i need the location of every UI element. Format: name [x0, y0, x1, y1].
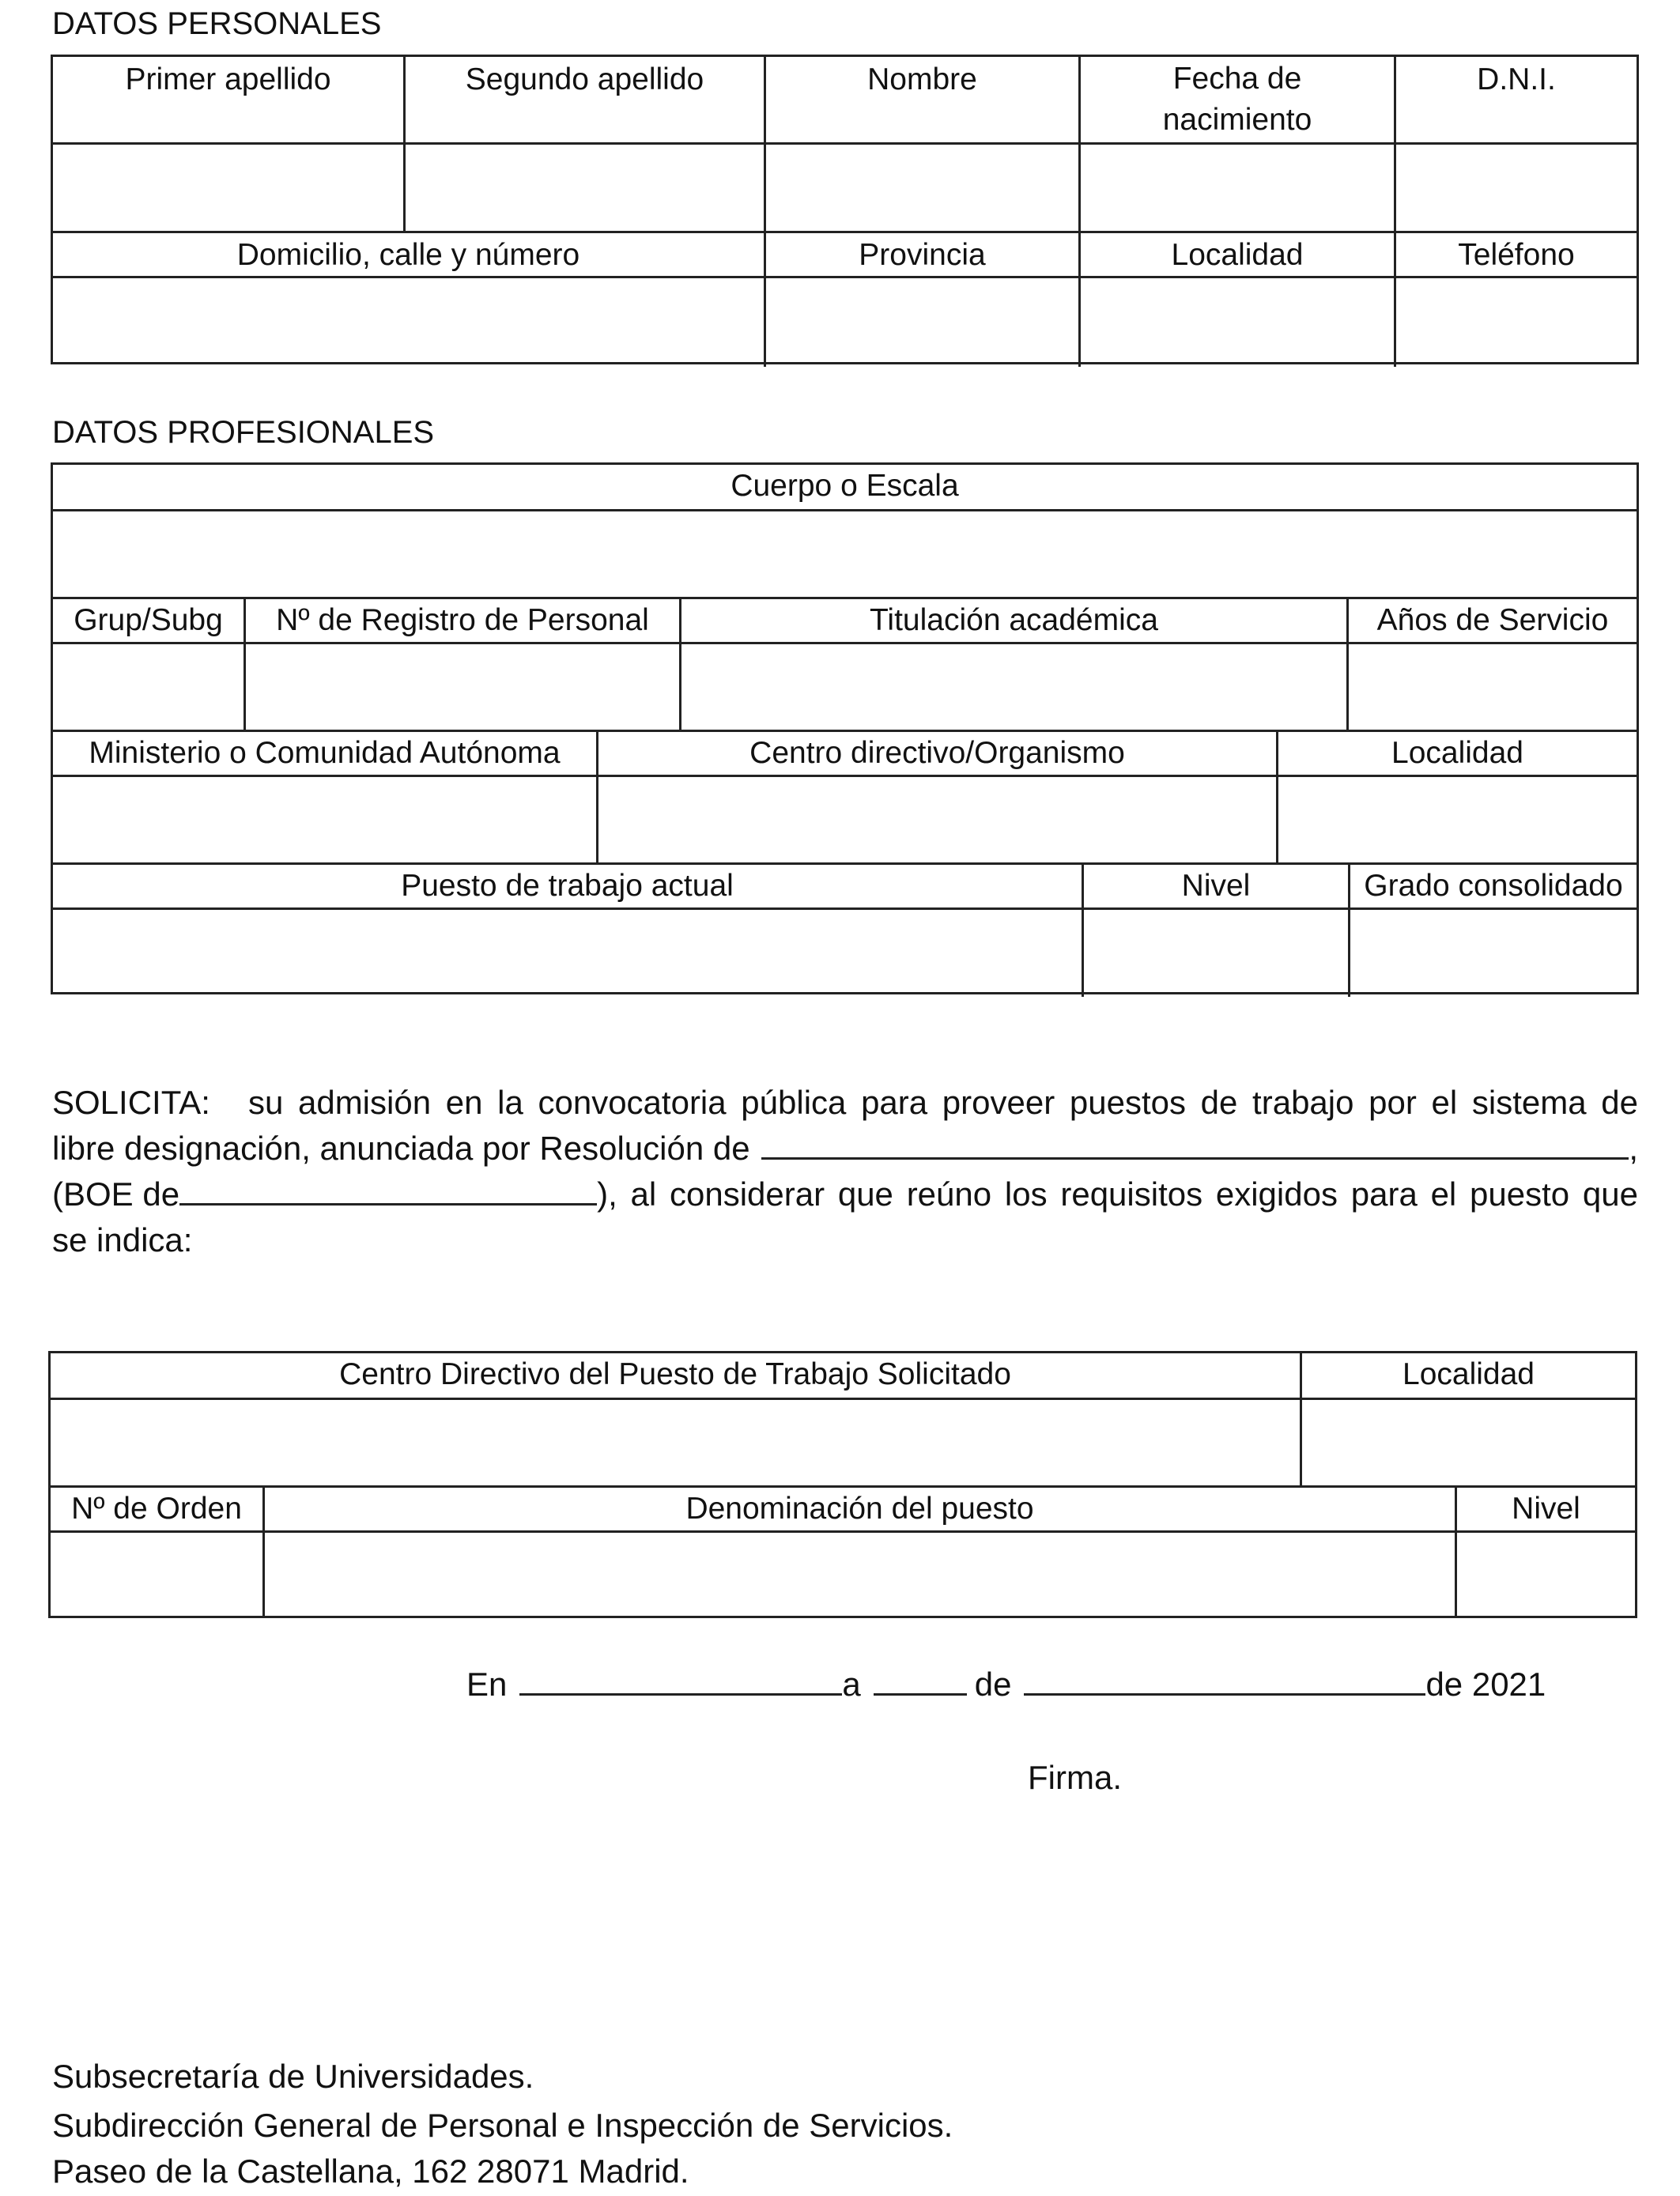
- fecha-nacimiento-field[interactable]: [1081, 145, 1394, 231]
- header-cuerpo-escala: Cuerpo o Escala: [731, 469, 959, 503]
- header-centro-directivo: Centro directivo/Organismo: [749, 736, 1125, 770]
- header-registro-personal: Nº de Registro de Personal: [276, 603, 649, 637]
- boe-blank[interactable]: [179, 1172, 597, 1206]
- anos-servicio-field[interactable]: [1349, 644, 1637, 730]
- request-line-3-start: (BOE de: [52, 1175, 180, 1213]
- header-ministerio: Ministerio o Comunidad Autónoma: [89, 736, 561, 770]
- localidad-field[interactable]: [1081, 278, 1394, 362]
- localidad-solicitado-field[interactable]: [1302, 1400, 1635, 1485]
- header-grup-subg: Grup/Subg: [74, 603, 223, 637]
- header-puesto-actual: Puesto de trabajo actual: [401, 869, 734, 903]
- puesto-actual-field[interactable]: [53, 910, 1082, 992]
- header-dni: D.N.I.: [1477, 62, 1556, 96]
- grado-consolidado-field[interactable]: [1350, 910, 1637, 992]
- localidad-prof-field[interactable]: [1278, 777, 1637, 862]
- date-en-label: En: [466, 1666, 508, 1703]
- day-blank[interactable]: [874, 1662, 967, 1696]
- section-title-personal: DATOS PERSONALES: [52, 6, 382, 41]
- header-fecha-nacimiento: Fecha de nacimiento: [1162, 62, 1312, 137]
- footer-line-3: Paseo de la Castellana, 162 28071 Madrid.: [52, 2153, 689, 2190]
- request-paragraph: [52, 1080, 1638, 1263]
- header-primer-apellido: Primer apellido: [125, 62, 331, 96]
- request-line-2-end: ,: [1629, 1130, 1638, 1167]
- nivel-field[interactable]: [1084, 910, 1348, 992]
- request-lead: SOLICITA:: [52, 1084, 210, 1121]
- segundo-apellido-field[interactable]: [406, 145, 764, 231]
- personal-data-table: [51, 55, 1639, 364]
- ministerio-field[interactable]: [53, 777, 596, 862]
- header-centro-directivo-solicitado: Centro Directivo del Puesto de Trabajo Solicitado: [339, 1357, 1011, 1391]
- header-nivel-solicitado: Nivel: [1512, 1492, 1580, 1526]
- header-localidad-solicitado: Localidad: [1403, 1357, 1535, 1391]
- header-localidad: Localidad: [1171, 238, 1304, 272]
- date-year-label: de 2021: [1425, 1666, 1546, 1703]
- centro-directivo-field[interactable]: [598, 777, 1276, 862]
- signature-label: Firma.: [1028, 1759, 1122, 1796]
- telefono-field[interactable]: [1396, 278, 1637, 362]
- date-a-label: a: [842, 1666, 861, 1703]
- request-line-1: [52, 1080, 1638, 1126]
- request-line-2-text: libre designación, anunciada por Resolución de: [52, 1130, 750, 1167]
- resolucion-blank[interactable]: [761, 1126, 1629, 1160]
- provincia-field[interactable]: [766, 278, 1078, 362]
- footer-line-2: Subdirección General de Personal e Inspección de Servicios.: [52, 2107, 953, 2144]
- header-domicilio: Domicilio, calle y número: [236, 238, 580, 272]
- date-line: [466, 1662, 1546, 1707]
- header-telefono: Teléfono: [1458, 238, 1575, 272]
- registro-personal-field[interactable]: [246, 644, 679, 730]
- request-line-4: se indica:: [52, 1221, 193, 1258]
- request-line-2: [52, 1126, 1638, 1172]
- dni-field[interactable]: [1396, 145, 1637, 231]
- header-localidad-prof: Localidad: [1391, 736, 1523, 770]
- request-line-3-end: ), al considerar que reúno los requisitos exigidos para el puesto que: [597, 1175, 1638, 1213]
- header-titulacion: Titulación académica: [870, 603, 1158, 637]
- centro-directivo-solicitado-field[interactable]: [51, 1400, 1300, 1485]
- domicilio-field[interactable]: [53, 278, 764, 362]
- denominacion-puesto-field[interactable]: [265, 1533, 1455, 1616]
- header-provincia: Provincia: [859, 238, 986, 272]
- header-grado-consolidado: Grado consolidado: [1364, 869, 1623, 903]
- month-blank[interactable]: [1024, 1662, 1425, 1696]
- header-nivel: Nivel: [1181, 869, 1251, 903]
- cuerpo-escala-field[interactable]: [53, 511, 1637, 597]
- section-title-professional: DATOS PROFESIONALES: [52, 415, 435, 450]
- place-blank[interactable]: [519, 1662, 842, 1696]
- requested-post-table: [48, 1351, 1637, 1618]
- primer-apellido-field[interactable]: [53, 145, 403, 231]
- grup-subg-field[interactable]: [53, 644, 244, 730]
- nombre-field[interactable]: [766, 145, 1078, 231]
- numero-orden-field[interactable]: [51, 1533, 262, 1616]
- date-de-label: de: [974, 1666, 1012, 1703]
- header-anos-servicio: Años de Servicio: [1376, 603, 1609, 637]
- professional-data-table: [51, 462, 1639, 994]
- footer-line-1: Subsecretaría de Universidades.: [52, 2058, 534, 2095]
- header-denominacion-puesto: Denominación del puesto: [685, 1492, 1034, 1526]
- header-nombre: Nombre: [867, 62, 977, 96]
- request-line-3: [52, 1172, 1638, 1217]
- request-line-1-text: su admisión en la convocatoria pública para proveer puestos de trabajo por el sistema de: [247, 1084, 1638, 1121]
- header-numero-orden: Nº de Orden: [71, 1492, 242, 1526]
- titulacion-field[interactable]: [681, 644, 1346, 730]
- header-segundo-apellido: Segundo apellido: [465, 62, 704, 96]
- nivel-solicitado-field[interactable]: [1457, 1533, 1635, 1616]
